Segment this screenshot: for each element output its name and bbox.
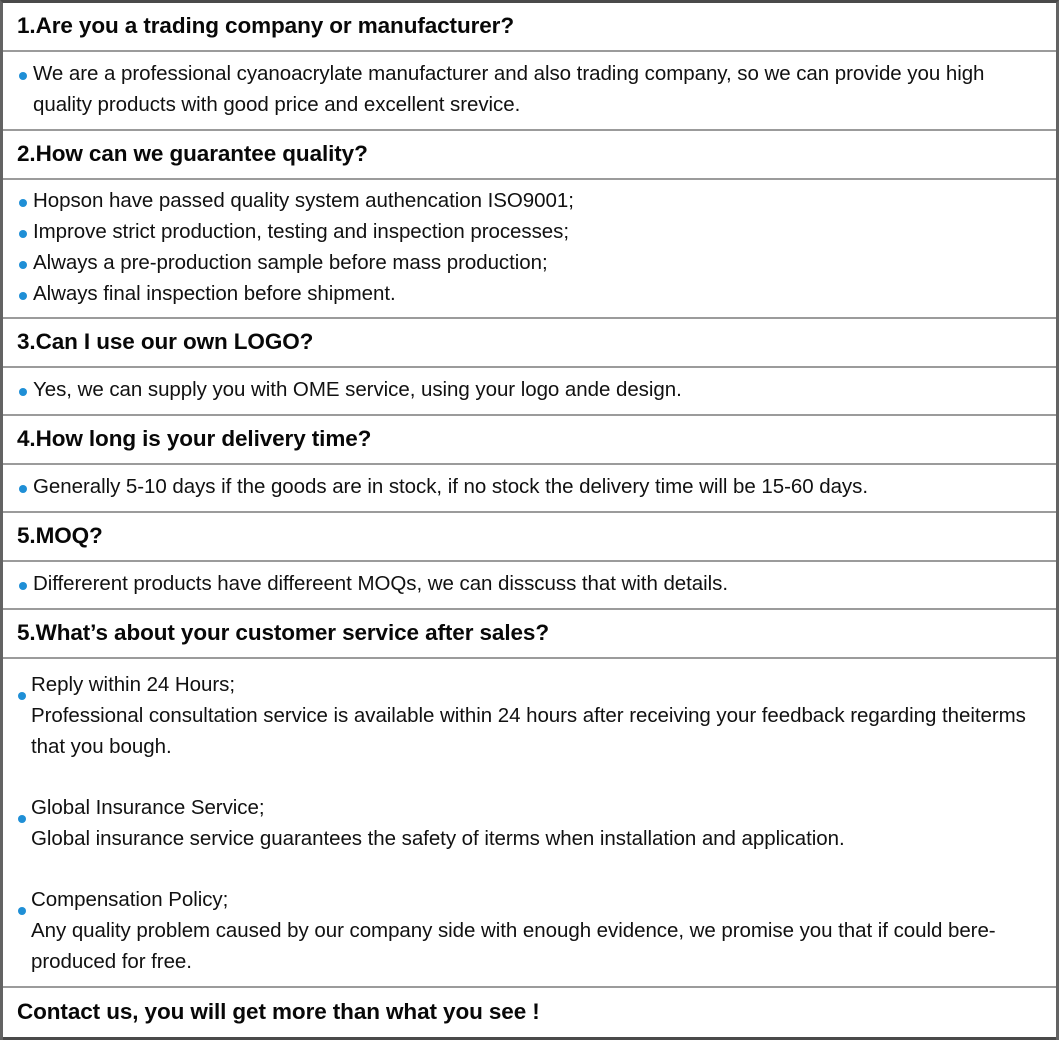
- service-entry-body: Professional consultation service is available within 24 hours after receiving your feedback regarding theiterms that you bough.: [31, 704, 1026, 759]
- faq-answer-text: Yes, we can supply you with OME service, using your logo ande design.: [33, 378, 682, 402]
- contact-footer-row: [3, 988, 1056, 1040]
- faq-question-row-4: [3, 416, 1056, 465]
- faq-answer-text: Generally 5-10 days if the goods are in stock, if no stock the delivery time will be 15-60 days.: [33, 475, 868, 499]
- faq-answer-text: Improve strict production, testing and inspection processes;: [33, 220, 569, 244]
- faq-question-text: 4.How long is your delivery time?: [17, 426, 372, 452]
- list-item: [3, 375, 1056, 406]
- faq-answer-row-1: [3, 52, 1056, 131]
- faq-answer-text: Hopson have passed quality system authencation ISO9001;: [33, 189, 574, 213]
- list-item: [3, 59, 1056, 121]
- list-item: [3, 793, 1056, 855]
- faq-question-row-2: [3, 131, 1056, 180]
- faq-question-text: 1.Are you a trading company or manufacturer?: [17, 13, 514, 38]
- bullet-dot-icon: [19, 199, 27, 207]
- bullet-dot-icon: [18, 815, 26, 823]
- faq-answer-list: [3, 569, 1056, 600]
- list-item: [3, 472, 1056, 503]
- service-entry-list: [3, 670, 1056, 978]
- faq-question-text: 3.Can I use our own LOGO?: [17, 328, 314, 354]
- faq-answer-row-4: [3, 465, 1056, 513]
- faq-answer-list: [3, 186, 1056, 310]
- faq-question-row-5: [3, 513, 1056, 562]
- bullet-dot-icon: [19, 485, 27, 493]
- bullet-dot-icon: [19, 72, 27, 80]
- faq-answer-text: Differerent products have differeent MOQs, we can disscuss that with details.: [33, 572, 729, 596]
- faq-answer-list: [3, 472, 1056, 503]
- service-entry-title: Reply within 24 Hours;: [31, 673, 235, 697]
- faq-answer-text: We are a professional cyanoacrylate manufacturer and also trading company, so we can provide you high quality products with good price and excellent srevice.: [33, 62, 985, 117]
- list-item: [3, 248, 1056, 279]
- faq-question-row-3: [3, 319, 1056, 368]
- service-entry-body: Global insurance service guarantees the safety of iterms when installation and application.: [31, 827, 845, 851]
- faq-question-row-1: [3, 3, 1056, 52]
- service-entry-title: Global Insurance Service;: [31, 796, 265, 820]
- list-item: [3, 186, 1056, 217]
- bullet-dot-icon: [19, 292, 27, 300]
- faq-answer-list: [3, 375, 1056, 406]
- faq-answer-text: Always final inspection before shipment.: [33, 282, 396, 306]
- bullet-dot-icon: [19, 388, 27, 396]
- bullet-dot-icon: [19, 230, 27, 238]
- service-entry-title: Compensation Policy;: [31, 888, 229, 912]
- bullet-dot-icon: [18, 692, 26, 700]
- faq-answer-row-2: [3, 180, 1056, 319]
- bullet-dot-icon: [18, 907, 26, 915]
- faq-answer-row-5: [3, 562, 1056, 610]
- faq-answer-text: Always a pre-production sample before mass production;: [33, 251, 548, 275]
- faq-answer-row-3: [3, 368, 1056, 416]
- list-item: [3, 279, 1056, 310]
- faq-question-text: 5.What’s about your customer service after sales?: [17, 620, 549, 646]
- contact-footer-text: Contact us, you will get more than what you see !: [17, 998, 540, 1024]
- list-item: [3, 569, 1056, 600]
- bullet-dot-icon: [19, 582, 27, 590]
- faq-question-row-service: [3, 610, 1056, 659]
- faq-answer-list: [3, 59, 1056, 121]
- faq-question-text: 5.MOQ?: [17, 523, 103, 549]
- service-entry-body: Any quality problem caused by our company side with enough evidence, we promise you that if could bere-produced for free.: [31, 919, 996, 973]
- list-item: [3, 670, 1056, 763]
- bullet-dot-icon: [19, 261, 27, 269]
- faq-answer-row-service: [3, 659, 1056, 988]
- list-item: [3, 217, 1056, 248]
- list-item: [3, 885, 1056, 978]
- faq-question-text: 2.How can we guarantee quality?: [17, 141, 368, 167]
